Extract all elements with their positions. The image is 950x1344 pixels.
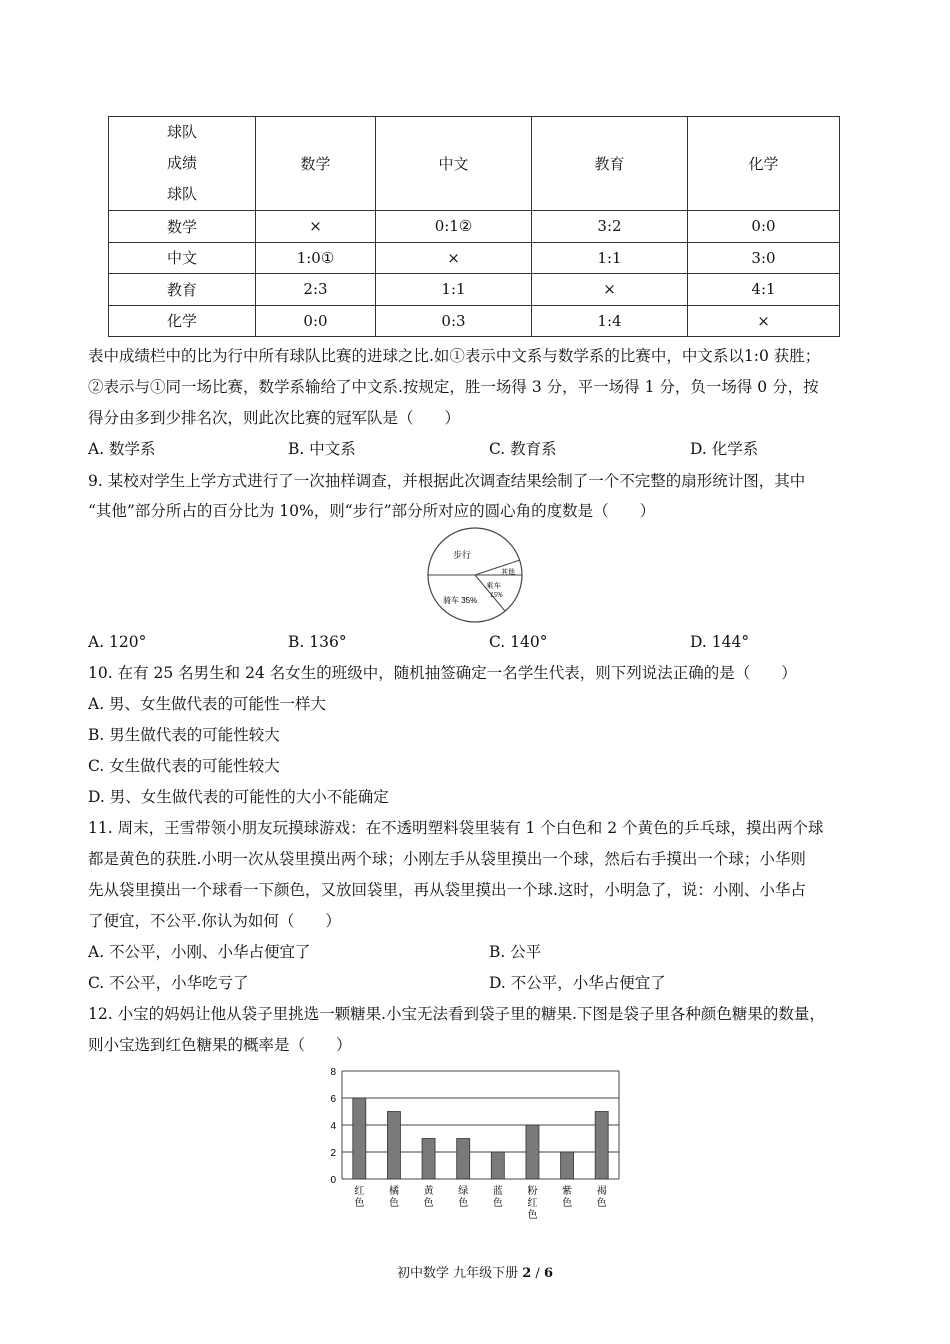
table-row (109, 242, 840, 274)
q11-line-4: 了便宜，不公平.你认为如何（ ） (88, 912, 341, 930)
y-tick-label: 0 (330, 1175, 336, 1186)
bar (457, 1139, 470, 1180)
pie-label-bus: 乘车 (486, 581, 501, 590)
column-header: 数学 (256, 117, 376, 211)
x-tick-label: 色 (492, 1198, 503, 1209)
x-tick-label: 红 (354, 1186, 365, 1197)
bar (595, 1112, 608, 1180)
x-tick-label: 橘 (388, 1186, 399, 1197)
footer-text: 初中数学 九年级下册 (396, 1266, 523, 1281)
table-cell: 4:1 (688, 274, 840, 306)
q11-option-b[interactable]: B. 公平 (489, 943, 542, 961)
q9-option-c[interactable]: C. 140° (489, 633, 548, 651)
q9-option-a[interactable]: A. 120° (88, 633, 147, 651)
q8-option-c[interactable]: C. 教育系 (489, 440, 557, 458)
x-tick-label: 色 (423, 1198, 434, 1209)
bar (491, 1152, 504, 1179)
bar (353, 1098, 366, 1179)
q9-line-1: 9. 某校对学生上学方式进行了一次抽样调查，并根据此次调查结果绘制了一个不完整的扇形统计图，其中 (88, 472, 806, 490)
q12-line-2: 则小宝选到红色糖果的概率是（ ） (88, 1036, 352, 1054)
table-cell: 1:4 (532, 305, 688, 337)
pie-chart (423, 524, 527, 626)
y-tick-label: 8 (330, 1067, 336, 1078)
table-cell: 1:0① (256, 242, 376, 274)
x-tick-label: 黄 (423, 1186, 434, 1197)
table-row (109, 274, 840, 306)
bar (561, 1152, 574, 1179)
pie-label-other: 其他 (501, 569, 515, 576)
table-cell: 0:3 (376, 305, 532, 337)
q10-option-d[interactable]: D. 男、女生做代表的可能性的大小不能确定 (88, 788, 389, 806)
column-header: 教育 (532, 117, 688, 211)
pie-label-bike: 骑车 35% (443, 596, 478, 605)
q11-option-c[interactable]: C. 不公平，小华吃亏了 (88, 974, 249, 992)
row-header: 教育 (109, 274, 256, 306)
q9-option-d[interactable]: D. 144° (690, 633, 750, 651)
table-cell: × (688, 305, 840, 337)
x-tick-label: 色 (388, 1198, 399, 1209)
score-table (108, 116, 840, 337)
bar (526, 1125, 539, 1179)
q8-line-2: ②表示与①同一场比赛，数学系输给了中文系.按规定，胜一场得 3 分，平一场得 1 分，负一场得 0 分，按 (88, 378, 819, 396)
table-cell: × (376, 242, 532, 274)
table-cell: 1:1 (532, 242, 688, 274)
footer-page-number: 2 (522, 1266, 532, 1281)
x-tick-label: 紫 (562, 1186, 573, 1197)
x-tick-label: 褐 (596, 1186, 607, 1197)
q10-option-b[interactable]: B. 男生做代表的可能性较大 (88, 726, 280, 744)
x-tick-label: 蓝 (492, 1186, 503, 1197)
q11-line-2: 都是黄色的获胜.小明一次从袋里摸出两个球；小刚左手从袋里摸出一个球，然后右手摸出一个球；小华则 (88, 850, 806, 868)
x-tick-label: 色 (354, 1198, 365, 1209)
corner-label-score: 成绩 (166, 154, 197, 172)
page-footer (0, 1262, 950, 1281)
row-header: 数学 (109, 211, 256, 243)
x-tick-label: 色 (458, 1198, 469, 1209)
corner-label-team-2: 球队 (166, 185, 197, 203)
bar (422, 1139, 435, 1180)
x-tick-label: 色 (596, 1198, 607, 1209)
q11-option-a[interactable]: A. 不公平，小刚、小华占便宜了 (88, 943, 311, 961)
q8-line-1: 表中成绩栏中的比为行中所有球队比赛的进球之比.如①表示中文系与数学系的比赛中，中文系以1:0 获胜； (88, 347, 821, 365)
table-cell: 3:2 (532, 211, 688, 243)
row-header: 中文 (109, 242, 256, 274)
q10-option-c[interactable]: C. 女生做代表的可能性较大 (88, 757, 280, 775)
q8-line-3: 得分由多到少排名次，则此次比赛的冠军队是（ ） (88, 409, 461, 427)
q10-option-a[interactable]: A. 男、女生做代表的可能性一样大 (88, 695, 327, 713)
table-cell: 2:3 (256, 274, 376, 306)
bar (387, 1112, 400, 1180)
q11-line-3: 先从袋里摸出一个球看一下颜色，又放回袋里，再从袋里摸出一个球.这时，小明急了，说：小刚、小华占 (88, 881, 806, 899)
column-header: 化学 (688, 117, 840, 211)
q12-line-1: 12. 小宝的妈妈让他从袋子里挑选一颗糖果.小宝无法看到袋子里的糖果.下图是袋子里各种颜色糖果的数量， (88, 1005, 825, 1023)
corner-label-team: 球队 (166, 123, 197, 141)
x-tick-label: 色 (527, 1210, 538, 1221)
footer-page-total: 6 (543, 1266, 553, 1281)
table-cell: 3:0 (688, 242, 840, 274)
table-row (109, 305, 840, 337)
q8-option-a[interactable]: A. 数学系 (88, 440, 156, 458)
pie-label-walk: 步行 (453, 550, 472, 560)
q11-line-1: 11. 周末，王雪带领小朋友玩摸球游戏：在不透明塑料袋里装有 1 个白色和 2 个黄色的乒乓球，摸出两个球 (88, 819, 824, 837)
q8-option-d[interactable]: D. 化学系 (690, 440, 759, 458)
column-header: 中文 (376, 117, 532, 211)
x-tick-label: 粉 (527, 1186, 538, 1197)
table-cell: 0:0 (688, 211, 840, 243)
y-tick-label: 4 (330, 1121, 336, 1132)
y-tick-label: 6 (330, 1094, 336, 1105)
x-tick-label: 绿 (458, 1186, 469, 1197)
table-cell: 0:1② (376, 211, 532, 243)
y-tick-label: 2 (330, 1148, 336, 1159)
pie-label-bus-percent: 15% (490, 591, 503, 599)
table-cell: × (532, 274, 688, 306)
table-corner-cell (109, 117, 256, 211)
x-tick-label: 红 (527, 1198, 538, 1209)
footer-separator: / (531, 1266, 544, 1281)
table-cell: 0:0 (256, 305, 376, 337)
q8-option-b[interactable]: B. 中文系 (288, 440, 356, 458)
x-tick-label: 色 (562, 1198, 573, 1209)
q11-option-d[interactable]: D. 不公平，小华占便宜了 (489, 974, 666, 992)
candy-bar-chart (318, 1064, 628, 1224)
table-cell: × (256, 211, 376, 243)
table-row (109, 211, 840, 243)
row-header: 化学 (109, 305, 256, 337)
q10-line: 10. 在有 25 名男生和 24 名女生的班级中，随机抽签确定一名学生代表，则下列说法正确的是（ ） (88, 664, 797, 682)
table-cell: 1:1 (376, 274, 532, 306)
q9-option-b[interactable]: B. 136° (288, 633, 347, 651)
q9-line-2: “其他”部分所占的百分比为 10%，则“步行”部分所对应的圆心角的度数是（ ） (88, 502, 656, 520)
